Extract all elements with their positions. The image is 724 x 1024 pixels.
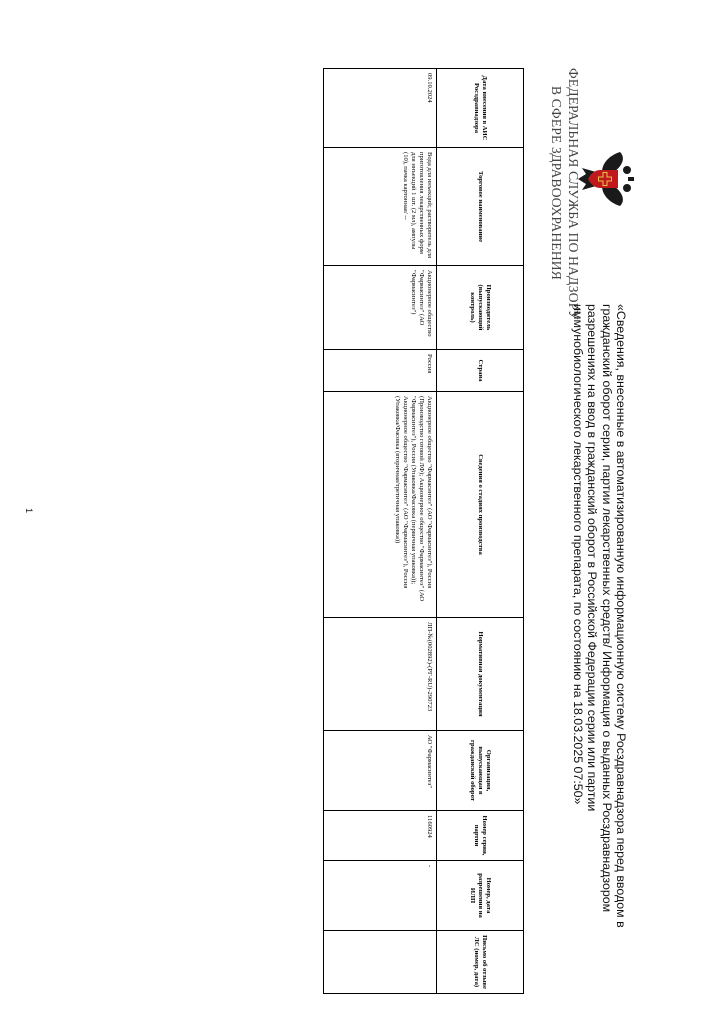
column-header: Сведения о стадиях производства [437,392,524,618]
column-header: Производитель (выпускающий контроль) [437,266,524,350]
cell-country: Россия [324,350,437,392]
page-number: 1 [24,508,34,514]
column-header: Организация, выпускающая в гражданский оборот [437,731,524,811]
column-header: Номер, дата разрешения на ИЛП [437,861,524,931]
cell-trade-name: Вода для инъекций; растворитель для приготовления лекарственных форм для инъекций 1 шт. (2 мл), ампулы (10), пачка картонная/ -- [324,148,437,266]
table-header-row [437,69,524,994]
cell-releasing-organization: АО "Фармасинтез" [324,731,437,811]
agency-name-line-2: В СФЕРЕ ЗДРАВООХРАНЕНИЯ [549,86,564,280]
cell-entry-date: 09.10.2024 [324,69,437,148]
column-header: Нормативная документация [437,618,524,731]
cell-manufacturer: Акционерное общество "Фармасинтез" (АО "Фармасинтез") [324,266,437,350]
cell-production-stages: Акционерное общество "Фармасинтез" (АО "Фармасинтез"), Россия (Производство готовой ЛФ); Акционерное общество "Фармасинтез" (АО "Фармасинтез"), Россия (Упаковка/Фасовка (первичная упаковка)); Акционерное общество "Фармасинтез" (АО "Фармасинтез"), Россия (Упаковка/Фасовка (вторичная/третичная упаковка)) [324,392,437,618]
coat-of-arms-emblem [574,148,636,210]
document-heading: «Сведения, внесенные в автоматизированную информационную систему Росздравнадзора перед вводом в гражданский оборот серии, партии лекарственных средств/ Информация о выданных Росздравнадзором разрешениях на ввод в гражданский оборот в Российской Федерации серии или партии иммунобиологического лекарственного препарата, по состоянию на 18.03.2025 07:50» [570,304,628,928]
cell-batch-number: 1160924 [324,811,437,861]
column-header: Страна [437,350,524,392]
cell-permit-number: - [324,861,437,931]
table-row [324,69,437,994]
registry-table [323,68,524,994]
cell-recall-letter [324,931,437,994]
agency-name-line-1: ФЕДЕРАЛЬНАЯ СЛУЖБА ПО НАДЗОРУ [566,68,581,320]
agency-name [548,68,582,320]
column-header: Торговое наименование [437,148,524,266]
column-header: Письмо об отзыве ЛС (номер, дата) [437,931,524,994]
cell-regulatory-document: ЛП-№(002892)-(РГ-RU)-290723 [324,618,437,731]
column-header: Номер серии, партии [437,811,524,861]
column-header: Дата внесения в АИС Росздравнадзора [437,69,524,148]
